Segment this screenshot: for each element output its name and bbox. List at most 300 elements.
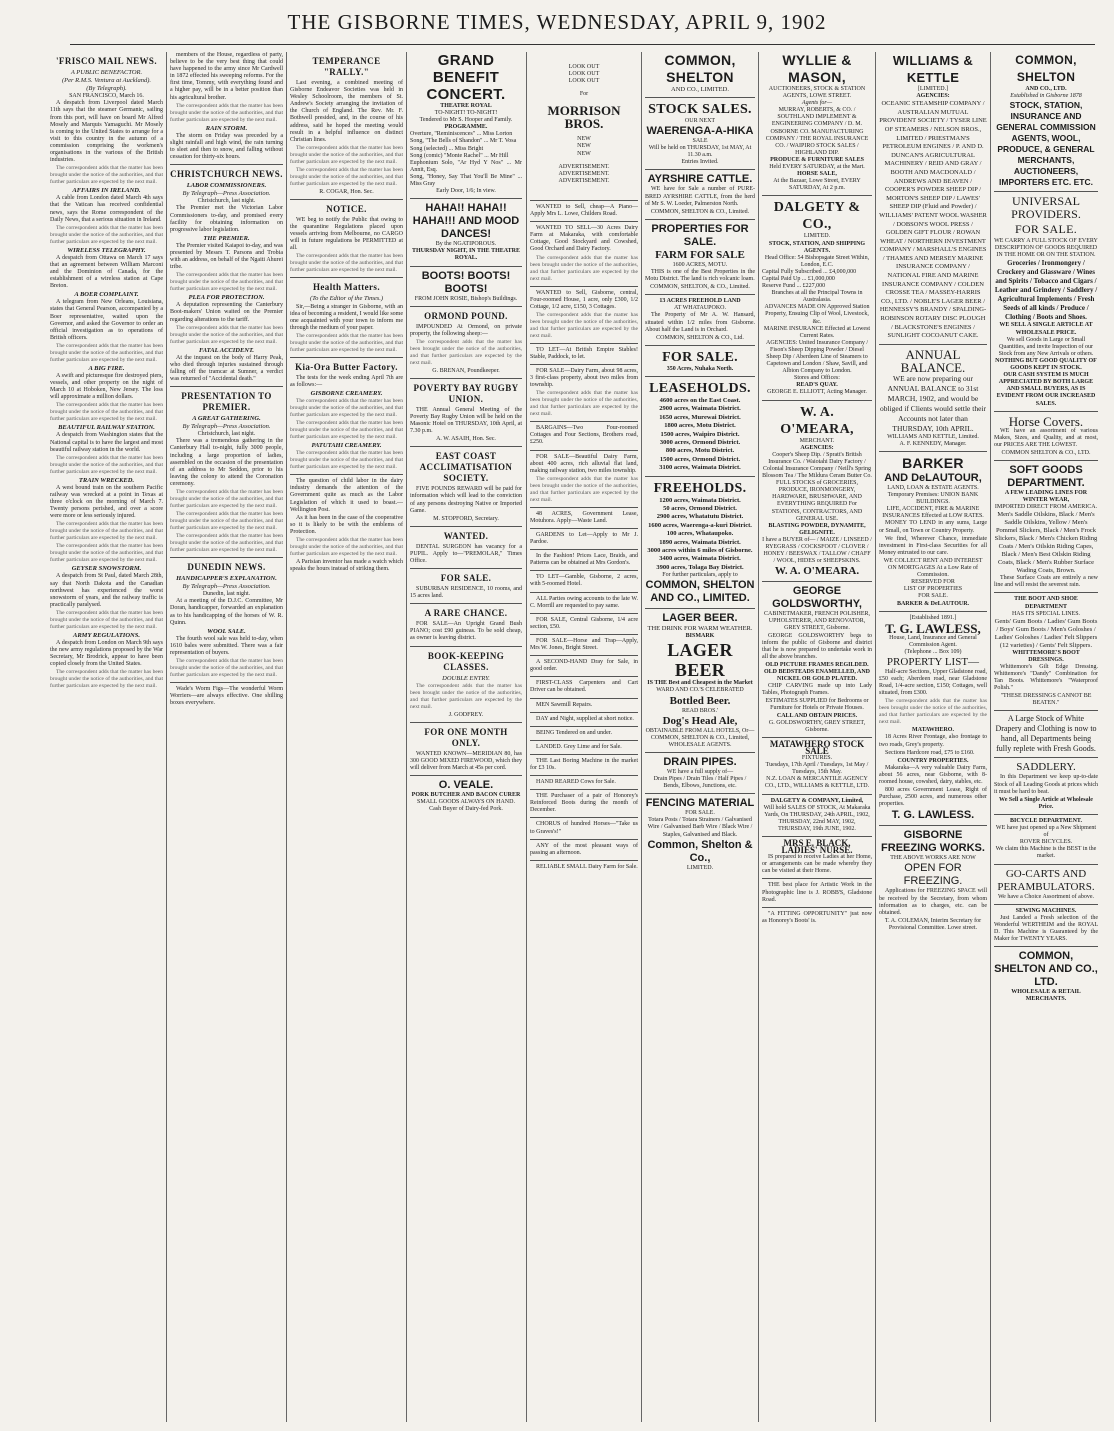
paragraph: A swift and picturesque fire destroyed piers, vessels, and other property on the night of March 10 at Hoboken, New Jersey. The loss will approximate a million dollars. [50, 373, 163, 401]
subheading: RAIN STORM. [205, 124, 248, 132]
paragraph: The correspondent adds that the matter has been brought under the notice of the authorities, and that further particulars are expected by the next mail. [879, 698, 987, 726]
advertiser-name: W. A. O'MEARA. [774, 565, 860, 578]
freehold-item: 2900 acres, Whatatutu District. [656, 513, 744, 521]
ad-text: House, Land, Insurance and General Commission Agent. [889, 634, 977, 648]
advertiser-name: COMMON, SHELTON [664, 52, 736, 85]
rule [994, 460, 1098, 461]
subheading: AFFAIRS IN IRELAND. [72, 187, 141, 195]
freehold-item: 50 acres, Ormond District. [663, 504, 737, 512]
ad-text: We have a Choice Assortment of above. [998, 893, 1094, 900]
paragraph: IMPOUNDED At Ormond, on private property, the following sheep:— [410, 323, 522, 337]
paragraph: The correspondent adds that the matter has been brought under the notice of the authorities, and that further particulars are expected by the next mail. [530, 254, 638, 282]
ad-text: Held EVERY SATURDAY, at the Mart. [769, 164, 865, 171]
paragraph: In this Department we keep up-to-date Stock of all Leading Goods at prices which it must be hard to beat. [994, 774, 1098, 795]
concert-title: GRAND BENEFIT CONCERT. [426, 52, 506, 103]
freehold-item: 100 acres, Whataupoko. [666, 530, 734, 538]
paragraph: The correspondent adds that the matter has been brought under the notice of the authorities, and that further particulars are expected by the next mail. [530, 390, 638, 418]
ad-headline: FREEHOLDS. [653, 480, 747, 496]
classified-ad: In the Fashion! Prices Lace, Braids, and Patterns can be obtained at Mrs Gordon's. [530, 553, 638, 567]
paragraph: The correspondent adds that the matter has been brought under the notice of the authorities, and that further particulars are expected by the next mail. [50, 224, 163, 245]
heading: WANTED. [443, 530, 489, 541]
ad-text: BLASTING POWDER, DYNAMITE, GELIGNITE. [768, 522, 866, 536]
ad-text: READ BROS.' [681, 707, 719, 714]
classified-ad: THE Last Boring Machine in the market for £3 10s. [530, 757, 638, 771]
ad-text: HAS ITS SPECIAL LINES. [1011, 610, 1081, 617]
ad-headline: Bottled Beer. [669, 694, 731, 707]
ad-headline: DALGETY & COMPANY, Limited, [770, 797, 864, 804]
paragraph: A west bound train on the southern Pacific railway was wrecked at a point in Texas at three o'clock on the morning of March 7. Twenty persons perished, and over a score were more or less seriously injured. [50, 484, 163, 520]
programme-item: Overture, "Reminiscences" ... Miss Lorton [410, 131, 513, 138]
signature: G. BRENAN, Poundkeeper. [432, 367, 500, 374]
rule [290, 357, 403, 358]
ad-headline: HAHA!! HAHA!! HAHA!!! AND MOOD DANCES! [412, 202, 520, 241]
rule [410, 646, 522, 647]
leasehold-item: 1500 acres, Waipiro District. [660, 430, 740, 438]
heading: POVERTY BAY RUGBY UNION. [413, 382, 519, 404]
ad-headline: AYRSHIRE CATTLE. [647, 173, 753, 186]
subheading: BEAUTIFUL RAILWAY STATION. [58, 424, 155, 432]
paragraph: WE beg to notify the Public that owing to the quarantine Regulations placed upon vessels arriving from Melbourne, no CARGO will in future regulations be PERMITTED at all. [290, 216, 403, 252]
heading: Kia-Ora Butter Factory. [295, 361, 398, 372]
advertiser-name: DALGETY & CO., [773, 200, 861, 233]
rule [994, 757, 1098, 758]
credit: By Telegraph—Press Association. [182, 583, 271, 591]
ad-text: IMPORTED DIRECT FROM AMERICA. [994, 504, 1098, 511]
paragraph: We find, Wherever Chance, immediate investment in First-class Securities for all Money entrusted to our care. [879, 535, 987, 556]
leasehold-item: 800 acres, Motu District. [665, 447, 735, 455]
heading: FOR SALE. [440, 573, 492, 584]
subheading: DOUBLE ENTRY. [442, 674, 490, 682]
rule [762, 195, 872, 196]
ad-text: FOR SALE. [685, 810, 715, 817]
classified-ad: 48 ACRES, Government Lease, Motuhora. Apply—Waste Land. [530, 510, 638, 524]
rule [530, 592, 638, 593]
programme-item: Song (comic) "Monte Rachel" ... Mr Hill [410, 152, 509, 159]
rule [410, 198, 522, 199]
classified-ad: TO LET—Gamble, Gisborne, 2 acres, with 5-roomed Hotel. [530, 574, 638, 588]
ad-headline: WAERENGA-A-HIKA [646, 125, 754, 138]
rule [994, 710, 1098, 711]
rule [530, 421, 638, 422]
rule [290, 277, 403, 278]
rule [994, 864, 1098, 865]
paragraph: Sir,—Being a stranger in Gisborne, with an idea of becoming a resident, I would like some one acquainted with your town to inform me through the medium of your paper. [290, 303, 403, 331]
ad-text: LAND, LOAN & ESTATE AGENTS. [887, 485, 979, 491]
rule [530, 613, 638, 614]
column-4 [410, 52, 522, 1422]
ad-headline: LEASEHOLDS. [649, 380, 751, 396]
ad-text: [Established 1891.] [909, 614, 957, 621]
admission: Early Door, 1/6; In view. [436, 188, 496, 195]
rule [879, 344, 987, 345]
paragraph: The correspondent adds that the matter has been brought under the notice of the authorities, and that further particulars are expected by the next mail. [290, 253, 403, 274]
ad-text: MARINE INSURANCE Effected at Lowest Current Rates. [763, 325, 871, 339]
paragraph: A telegram from New Orleans, Louisiana, states that General Pearson, accompanied by a Boer representative, waited upon the Governor, and asked the Governor to order an official investigation as to operations of British officers. [50, 299, 163, 341]
leasehold-item: 1800 acres, Motu District. [664, 422, 736, 430]
ad-text: ROVER BICYCLES. [1019, 839, 1073, 846]
classified-ad: A SECOND-HAND Dray for Sale, in good order. [530, 659, 638, 673]
classified-ad: TO LET—At British Empire Stables! Stable, Paddock, to let. [530, 346, 638, 360]
rule [290, 199, 403, 200]
ad-text: THURSDAY NIGHT, IN THE THEATRE ROYAL. [412, 248, 520, 262]
ad-text: Cash Buyer of Dairy-fed Pork. [429, 806, 503, 813]
paragraph: THE best place for Artistic Work in the Photographic line is J. ROBB'S, Gladstone Road. [762, 882, 872, 903]
leasehold-item: 2900 acres, Waimata District. [659, 405, 741, 413]
ad-text: LIMITED. [686, 864, 714, 871]
ad-headline: THE BOOT AND SHOE DEPARTMENT [1014, 596, 1078, 610]
ad-text: Stores and Offices: [794, 375, 840, 382]
paragraph: The fourth wool sale was held to-day, when 1610 bales were submitted. There was a fair representation of buyers. [170, 635, 283, 656]
masthead: THE GISBORNE TIMES, WEDNESDAY, APRIL 9, 1902 [287, 10, 827, 34]
heading: NOTICE. [326, 203, 367, 214]
paragraph: The correspondent adds that the matter has been brought under the notice of the authorities, and that further particulars are expected by the next mail. [50, 609, 163, 630]
classified-ad: GARDENS to Let—Apply to Mr J. Pardoe. [530, 532, 638, 546]
ad-text: THE DRINK FOR WARM WEATHER. [647, 625, 753, 633]
ad-headline: DRAIN PIPES. [663, 755, 737, 768]
ad-text: Established in Gisborne 1878 [1010, 93, 1082, 100]
ad-text: NEW [577, 136, 591, 143]
ad-text: By the NGATIPOROUS. [435, 241, 497, 248]
ad-text: Branches at all the Principal Towns in Australasia. [771, 290, 863, 304]
paragraph: A despatch from Liverpool dated March 11th says that the steamer Germanic, sailing from this port, will have on board Mr Alfred Mosely and Marquis Yamaguchi. Mr Mosely is coming to the United States to arrange for a visit to this country in the autumn of a commission comprising the workmen's organisations in the various of the British industries. [50, 100, 163, 164]
ad-text: TO-NIGHT! TO-NIGHT! [434, 110, 498, 117]
rule [290, 474, 403, 475]
ad-text: "THESE DRESSINGS CANNOT BE BEATEN." [1000, 693, 1092, 707]
programme-item: Song, "The Bells of Shandon" ... Mr T. Vosa [410, 138, 517, 145]
rule [645, 219, 755, 220]
classified-ad: WANTED to Sell, Gisborne, central, Four-roomed House, 1 acre, only £300, 1/2 Cottage, 1/2 acre, £150, 3 Cottages. [530, 289, 638, 310]
ad-text: AGENCIES: [800, 444, 834, 451]
ad-text: PORK BUTCHER AND BACON CURER [411, 792, 521, 799]
heading: DUNEDIN NEWS. [187, 562, 266, 573]
ad-headline: LAGER BEER. [662, 612, 738, 625]
column-9 [994, 52, 1098, 1422]
ad-text: FIXTURES. [801, 755, 833, 762]
paragraph: Last evening, a combined meeting of Gisborne Endeavor Societies was held in Wesley Schoolroom, the members of St. Andrew's Society arranging the invitation of the Church of England. The Rev. Mr. F. Bothwell presided, and, in the course of his address, said he hoped the meeting would result in a helpful influence on distinct Christian lines. [290, 80, 403, 143]
venue: THEATRE ROYAL [440, 103, 492, 109]
subheading: TRAIN WRECKED. [78, 476, 135, 484]
ad-text: Capital Paid Up ... £1,000,000 [762, 275, 835, 282]
freehold-item: 1200 acres, Waimata District. [659, 496, 741, 504]
ad-text: N.Z. LOAN & MERCANTILE AGENCY CO., LTD., WILLIAMS & KETTLE, LTD. [764, 776, 870, 790]
column-divider [406, 52, 407, 1422]
rule [530, 712, 638, 713]
paragraph: The correspondent adds that the matter has been brought under the notice of the authorities, and that further particulars are expected by the next mail. [290, 450, 403, 471]
subheading: A BOER COMPLAINT. [74, 291, 139, 299]
programme-item: Euphonium Solo, "Ar Hyd Y Nos" ... Mr Annit, Esq. [410, 159, 522, 173]
subheading: GISBORNE CREAMERY. [310, 390, 383, 398]
classified-ad: FOR SALE, Central Gisborne, 1/4 acre section, £50. [530, 616, 638, 630]
paragraph: WE have for Sale a number of PURE-BRED AYRSHIRE CATTLE, from the herd of Mr S. W. Loeder, Palmerston North. [645, 186, 755, 207]
ad-headline: GO-CARTS AND PERAMBULATORS. [997, 867, 1095, 893]
classified-ad: ANY of the most pleasant ways of passing an afternoon. [530, 842, 638, 856]
heading: CHRISTCHURCH NEWS. [170, 169, 283, 180]
paragraph: 18 Acres River Frontage, also frontage to two roads, Grey's property. [879, 734, 987, 748]
ad-text: WE SELL A SINGLE ARTICLE AT WHOLESALE PRICE. [999, 322, 1093, 336]
ad-headline: 13 ACRES FREEHOLD LAND [659, 298, 741, 305]
rule [530, 200, 638, 201]
paragraph: CHIP CARVING made up into Lady Tables, Photograph Frames. [762, 683, 872, 697]
rule [410, 378, 522, 379]
paragraph: members of the House, regardless of party, believe to be the very best thing that could have happened to the army since Mr Cardwell in 1872 effected his sweeping reforms. For the first time, Tommy, with everything found and a higher pay, will be in a better position than his agricultural brother. [170, 52, 283, 101]
classified-ad: WANTED to Sell, cheap—A Piano—Apply Mrs L. Lowe, Childers Road. [530, 203, 638, 218]
rule [762, 878, 872, 879]
credit: (Per R.M.S. Ventura at Auckland). [61, 77, 152, 85]
paragraph: As it has been in the case of the cooperative so it is likely to be with the emblems of Protection. [290, 514, 403, 535]
ad-text: Agents for— [801, 100, 833, 107]
ad-headline: Dog's Head Ale, [662, 714, 738, 727]
dateline: Christchurch, last night. [197, 198, 256, 205]
paragraph: The question of child labor in the dairy industry demands the attention of the Government quite as much as the Labor Legislation of which it used to boast.—Wellington Post. [290, 478, 403, 513]
rule [530, 698, 638, 699]
ad-text: NEW [577, 150, 591, 157]
paragraph: A cable from London dated March 4th says that the Vatican has received confidential news, says the Rome correspondent of the Daily News, that a serious situation in Ireland. [50, 195, 163, 223]
ad-headline: LAGER BEER [667, 640, 733, 681]
paragraph: THE Annual General Meeting of the Poverty Bay Rugby Union will be held on the Masonic Hotel on THURSDAY, 10th April, at 7.30 p.m. [410, 406, 522, 435]
rule [410, 306, 522, 307]
paragraph: The correspondent adds that the matter has been brought under the notice of the authorities, and that further particulars are expected by the next mail. [170, 511, 283, 532]
ad-text: WHOLESALE & RETAIL MERCHANTS. [1011, 989, 1081, 1003]
paragraph: A despatch from St Paul, dated March 28th, say that North Dakota and the Canadian northwest has experienced the worst snowstorm of years, and the railway traffic is practically paralysed. [50, 573, 163, 608]
ad-text: A Large Stock of White Drapery and Clothing is now to hand, all Departments being fully replete with Fresh Goods. [995, 714, 1097, 754]
ad-text: Entries Invited. [681, 159, 719, 166]
ad-headline: WHITTEMORE'S BOOT DRESSINGS. [1012, 649, 1080, 663]
ad-headline: STOCK, STATION, INSURANCE AND GENERAL COMMISSION AGENTS, WOOL, PRODUCE, & GENERAL MERCHANTS, AUCTIONEERS, IMPORTERS ETC. ETC. [996, 100, 1096, 188]
paragraph: The Property of Mr A. W. Hansard, situated within 1/2 miles from Gisborne. About half the Land is in Orchard. [645, 312, 755, 333]
paragraph: MONEY TO LEND in any sums, Large or Small, on Town or Country Property. [879, 520, 987, 534]
advertiser-name: BARKER & DeLAUTOUR. [896, 600, 970, 607]
rule [530, 343, 638, 344]
column-2 [170, 52, 283, 1422]
ad-list: Tuesdays, 17th April / Tuesdays, 1st May / Tuesdays, 15th May. [765, 762, 869, 776]
rule [762, 581, 872, 582]
subheading: HANDICAPPER'S EXPLANATION. [176, 575, 277, 583]
rule [994, 411, 1098, 412]
ad-text: Capital Fully Subscribed ... £4,000,000 [762, 268, 857, 275]
paragraph: At the inquest on the body of Harry Peak, who died through injuries sustained through falling off the tramcar at Sumner, a verdict was returned of "Accidental death." [170, 354, 283, 382]
signature: COMMON, SHELTON & CO., Limited. [650, 208, 750, 215]
ad-text: RESERVED FOR [911, 579, 955, 586]
subheading: (To the Editor of the Times.) [309, 295, 384, 303]
paragraph: A despatch from Washington states that the National capital is to have the largest and most beautiful railway station in the world. [50, 432, 163, 453]
paragraph: A despatch from Ottawa on March 17 says that an agreement between William Marconi and the Dominion of Canada, for the establishment of a wireless station at Cape Breton. [50, 254, 163, 290]
rule [410, 526, 522, 527]
signature: A. F. KENNEDY, Manager. [899, 440, 967, 447]
classified-ad: BARGAINS—Two Four-roomed Cottages and Four Sections, Brothers road, £250. [530, 425, 638, 446]
leasehold-item: 3100 acres, Waimata District. [659, 464, 741, 472]
subheading: A PUBLIC BENEFACTOR. [70, 69, 143, 76]
signature: A. W. ASAIH, Hon. Sec. [436, 436, 496, 443]
ad-text: ADVERTISEMENT. [558, 177, 610, 184]
leasehold-item: 4600 acres on the East Coast. [659, 396, 741, 404]
column-7 [762, 52, 872, 1422]
ad-headline: PROPERTY LIST— [886, 655, 980, 668]
ad-text: LIMITED. [803, 233, 831, 240]
paragraph: The Premier visited Kaiapoi to-day, and was presented by Messrs T. Parsons and Trobia with an address, on behalf of the Ngaiti Ahurei tribe. [170, 242, 283, 271]
ad-text: 1600 ACRES, MOTU. [672, 261, 728, 268]
leasehold-item: 1650 acres, Murewai District. [659, 413, 741, 421]
ad-text: LIST OF PROPERTIES [903, 586, 963, 593]
paragraph: A Parisian inventor has made a watch which speaks the hours instead of striking them. [290, 559, 403, 573]
advertiser-name: T. G. LAWLESS. [891, 809, 975, 822]
ad-headline: UNIVERSAL PROVIDERS. [1011, 194, 1081, 222]
dateline: Christchurch, last night. [197, 431, 256, 438]
rule [879, 611, 987, 612]
ad-text: OLD PICTURE FRAMES REGILDED. [765, 661, 869, 668]
rule [530, 676, 638, 677]
paragraph: The correspondent adds that the matter has been brought under the notice of the authorities, and that further particulars are expected by the next mail. [170, 102, 283, 123]
freehold-item: 1890 acres, Waimata District. [659, 538, 741, 546]
classified-ad: DAY and Night, supplied at short notice. [536, 715, 634, 722]
ad-text: ADVERTISEMENT. [558, 170, 610, 177]
classified-ad: CHORUS of hundred Horses—"Take us to Graves's!" [530, 821, 638, 835]
rule [410, 266, 522, 267]
ad-text: IS THE Best and Cheapest in the Market [647, 680, 753, 687]
rule [530, 839, 638, 840]
paragraph: The correspondent adds that the matter has been brought under the notice of the authorities, and that further particulars are expected by the next mail. [50, 454, 163, 475]
freehold-item: 3400 acres, Waimata District. [659, 555, 741, 563]
leasehold-item: 1500 acres, Ormond District. [659, 455, 741, 463]
paragraph: Sections Hardcore road, £75 to £160. [885, 749, 975, 756]
subheading: WOOL SALE. [207, 627, 246, 635]
ad-text: ADVANCES MADE ON Approved Station Property, Ensuing Clip of Wool, Livestock, &c. [764, 304, 870, 325]
ad-text: Head Office: 54 Bishopsgate Street Within, London, E.C. [764, 254, 870, 268]
ad-text: SMALL GOODS ALWAYS ON HAND. [417, 799, 515, 806]
paragraph: Applications for FREEZING SPACE will be received by the Secretary, from whom information as to charges, etc. can be obtained. [879, 888, 987, 916]
ad-text: FULL STOCKS of GROCERIES, PRODUCE, IRONMONGERY, HARDWARE, BRUSHWARE, AND EVERYTHING REQUIRED For STATIONS, CONTRACTORS, AND GENERAL USE. [771, 480, 863, 522]
classified-ad: RELIABLE SMALL Dairy Farm for Sale. [536, 863, 638, 870]
ad-headline: STOCK SALES. [648, 102, 752, 117]
rule [530, 860, 638, 861]
rule [645, 752, 755, 753]
rule [762, 836, 872, 837]
paragraph: A deputation representing the Canterbury Boot-makers' Union waited on the Premier regarding alterations to the tariff. [170, 302, 283, 323]
paragraph: The correspondent adds that the matter has been brought under the notice of the authorities, and that further particulars are expected by the next mail. [50, 543, 163, 564]
ad-text: A FEW LEADING LINES FOR WINTER WEAR, [1004, 489, 1088, 504]
advertiser-name: T. G. LAWLESS, [885, 620, 981, 636]
ad-text: READ'S QUAY. [796, 382, 838, 389]
column-divider [166, 52, 167, 1422]
paragraph: The correspondent adds that the matter has been brought under the notice of the authorities, and that further particulars are expected by the next mail. [170, 324, 283, 345]
ad-text: WE are now preparing our ANNUAL BALANCE to 31st MARCH, 1902, and would be obliged if Clients would settle their Accounts not later than THURSDAY, 10th APRIL. [879, 373, 987, 433]
column-divider [875, 52, 876, 1422]
signature: COMMON SHELTON & CO., LTD. [1001, 449, 1091, 456]
ad-text: THE ABOVE WORKS ARE NOW [890, 855, 976, 862]
dateline: Dunedin, last night. [202, 591, 251, 598]
ad-text: ADVERTISEMENT. [558, 163, 610, 170]
paragraph: The correspondent adds that the matter has been brought under the notice of the authorities, and that further particulars are expected by the next mail. [50, 165, 163, 186]
rule [645, 169, 755, 170]
ad-text: CABINETMAKER, FRENCH POLISHER, UPHOLSTERER, AND RENOVATOR, GREY STREET, Gisborne. [763, 611, 870, 632]
paragraph: The correspondent adds that the matter has been brought under the notice of the authorities, and that further particulars are expected by the next mail. [290, 166, 403, 187]
paragraph: The tests for the week ending April 7th are as follows:— [290, 374, 403, 388]
paragraph: "A FITTING OPPORTUNITY" just now as Honorey's Boots' is. [762, 910, 872, 924]
classified-ad: FIRST-CLASS Carpenters and Cart Driver can be obtained. [530, 680, 638, 694]
rule [762, 907, 872, 908]
advertiser-name: Common, Shelton & Co., [647, 838, 753, 864]
ad-text: Will be held on THURSDAY, 1st MAY, At 11.30 a.m. [648, 145, 752, 159]
signature: G. GOLDSWORTHY, GREY STREET, Gisborne. [768, 719, 866, 733]
ad-text: NEW [577, 143, 591, 150]
ad-headline: OPEN FOR FREEZING. [903, 862, 963, 888]
heading: ORMOND POUND. [424, 310, 508, 321]
column-6 [645, 52, 755, 1422]
signature: COMMON, SHELTON & CO., Ltd. [656, 334, 744, 341]
classified-ad: LANDED. Grey Lime and for Sale. [536, 743, 622, 750]
signature: M. STOPFORD, Secretary. [433, 515, 499, 522]
column-divider [990, 52, 991, 1422]
ad-headline: FENCING MATERIAL [645, 797, 755, 810]
rule [410, 568, 522, 569]
rule [762, 794, 872, 795]
ad-headline: BICYCLE DEPARTMENT. [1010, 817, 1082, 824]
ad-list: I have a BUYER of— / MAIZE / LINSEED / RYEGRASS / COCKSFOOT / CLOVER / HONEY / BEESWAX / TALLOW / CHAFF / WOOL, HIDES or SHEEPSKINS. [762, 536, 872, 565]
heading: 'FRISCO MAIL NEWS. [56, 56, 157, 66]
ad-headline: LADIES' NURSE. [781, 845, 853, 856]
heading: BOOK-KEEPING CLASSES. [427, 650, 505, 672]
programme-item: Song, "Honey, Say That You'll Be Mine" ... Miss Gray [410, 173, 522, 188]
signature: T. A. COLEMAN, Interim Secretary for Provisional Committee. Lowe street. [884, 917, 982, 931]
paragraph: The Premier met the Victorian Labor Commissioners to-day, and promised every facility for obtaining information on progressive labor legislation. [170, 205, 283, 233]
advertiser-name: WYLLIE & MASON, [782, 52, 852, 85]
ad-headline: PRODUCE & FURNITURE SALES [770, 156, 864, 163]
paragraph: The correspondent adds that the matter has been brought under the notice of the authorities, and that further particulars are expected by the next mail. [50, 669, 163, 690]
advertiser-name: WILLIAMS & KETTLE [892, 53, 974, 85]
rule [410, 722, 522, 723]
rule [645, 608, 755, 609]
ad-text: AND CO., LIMITED. [671, 86, 729, 93]
subheading: THE PREMIER. [203, 234, 250, 242]
paragraph: The correspondent adds that the matter has been brought under the notice of the authorities, and that further particulars are expected by the next mail. [290, 144, 403, 165]
programme-item: Song (selected) ... Miss Bright [410, 145, 484, 152]
ad-headline: MATAWHERO STOCK SALE [769, 738, 865, 756]
paragraph: The correspondent adds that the matter has been brought under the notice of the authorities, and that further particulars are expected by the next mail. [410, 338, 522, 366]
paragraph: FOR SALE—An Upright Grand Bush PIANO; cost £90 guineas. To be sold cheap, as owner is leaving district. [410, 621, 522, 642]
ad-text: OLD BEDSTEADS ENAMELLED, AND NICKEL OR GOLD PLATED. [763, 669, 871, 683]
rule [645, 376, 755, 377]
rule [994, 814, 1098, 815]
ad-text: AUCTIONEERS, STOCK & STATION AGENTS, LOWE STREET. [768, 86, 866, 100]
column-divider [758, 52, 759, 1422]
paragraph: GEORGE GOLDSWORTHY begs to inform the public of Gisborne and district that he is now prepared to undertake work in all the above branches. [762, 632, 872, 660]
rule [530, 634, 638, 635]
rule [170, 386, 283, 387]
column-divider [526, 52, 527, 1422]
ad-headline: MATAWHERO. [912, 727, 954, 734]
ad-text: WE CARRY A FULL STOCK OF EVERY DESCRIPTION OF GOODS REQUIRED IN THE HOME OR ON THE STATION. [994, 238, 1098, 259]
paragraph: The storm on Friday was preceded by a slight rainfall and high wind, the rain turning to sleet and then to snow, and falling without cessation for thirty-six hours. [170, 132, 283, 161]
paragraph: DENTAL SURGEON has vacancy for a PUPIL. Apply to—"PREMOLAR," Times Office. [410, 543, 522, 564]
ad-list: Totara Posts / Totara Strainers / Galvanised Wire / Galvanised Barb Wire / Black Wire / Staples, Galvanised and Black. [647, 817, 753, 838]
rule [410, 775, 522, 776]
programme-heading: PROGRAMME. [444, 124, 488, 131]
paragraph: FIVE POUNDS REWARD will be paid for information which will lead to the conviction of any persons destroying Native or Imported Game. [410, 486, 522, 514]
rule [994, 191, 1098, 192]
subheading: A BIG FIRE. [88, 364, 125, 372]
signature: COMMON, SHELTON & CO., Limited, WHOLESALE AGENTS. [650, 734, 750, 748]
rule [645, 97, 755, 98]
rule [994, 904, 1098, 905]
ad-text: CALL AND OBTAIN PRICES. [776, 712, 858, 719]
ad-text: WE COLLECT RENT AND INTEREST ON MORTGAGES At a Low Rate of Commission. [883, 557, 983, 579]
subheading: GEYSER SNOWSTORM. [71, 565, 142, 573]
rule [530, 817, 638, 818]
classified-ad: MEN Sawmill Repairs. [536, 701, 593, 708]
ad-headline: ANNUAL BALANCE. [900, 346, 966, 375]
paragraph: The correspondent adds that the matter has been brought under the notice of the authorities, and that further particulars are expected by the next mail. [50, 521, 163, 542]
ad-text: For further particulars, apply to [662, 572, 738, 579]
ad-headline: HORSE SALE, [797, 171, 837, 178]
